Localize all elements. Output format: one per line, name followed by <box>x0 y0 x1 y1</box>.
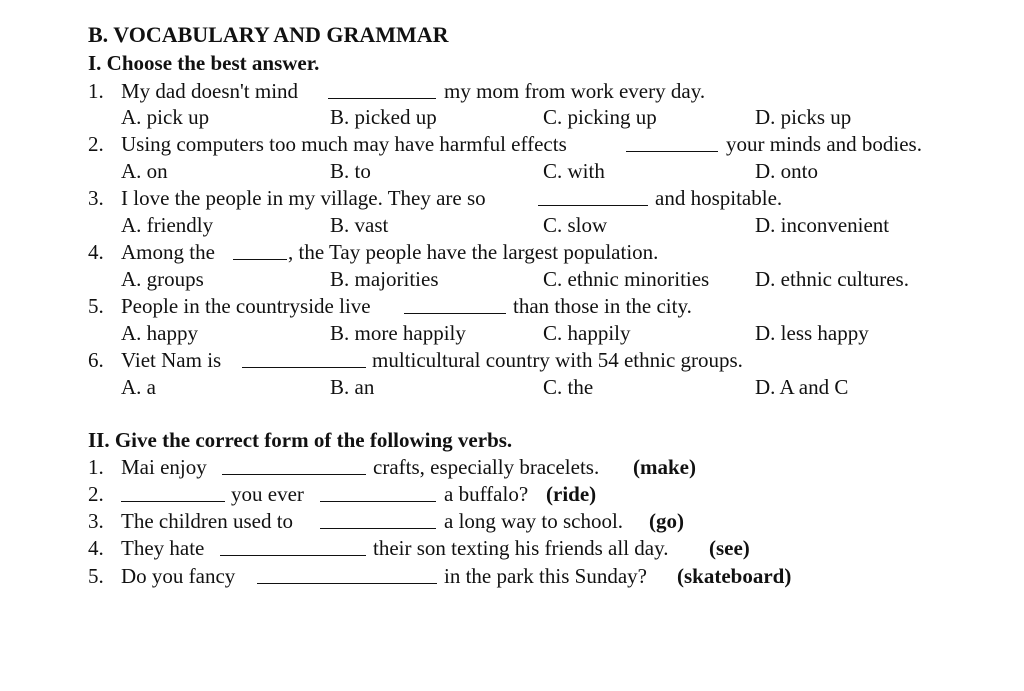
item-text: Mai enjoy <box>121 455 207 479</box>
option-b[interactable]: B. more happily <box>330 321 466 345</box>
item-text: in the park this Sunday? <box>444 564 647 588</box>
item-number: 3. <box>88 509 104 533</box>
answer-blank[interactable] <box>121 501 225 502</box>
item-text: Do you fancy <box>121 564 236 588</box>
answer-blank[interactable] <box>320 528 436 529</box>
question-text: My dad doesn't mind <box>121 79 299 103</box>
option-b[interactable]: B. majorities <box>330 267 439 291</box>
item-text: their son texting his friends all day. <box>373 536 669 560</box>
section-title-text: B. VOCABULARY AND GRAMMAR <box>88 22 449 47</box>
question-text: Viet Nam is <box>121 348 222 372</box>
question-number: 5. <box>88 294 104 318</box>
option-b[interactable]: B. vast <box>330 213 389 237</box>
answer-blank[interactable] <box>220 555 366 556</box>
option-d[interactable]: D. onto <box>755 159 818 183</box>
option-a[interactable]: A. pick up <box>121 105 210 129</box>
option-c[interactable]: C. with <box>543 159 605 183</box>
item-number: 4. <box>88 536 104 560</box>
verb-hint: (see) <box>709 536 750 560</box>
question-text: multicultural country with 54 ethnic groups. <box>372 348 743 372</box>
option-d[interactable]: D. ethnic cultures. <box>755 267 909 291</box>
item-number: 5. <box>88 564 104 588</box>
option-d[interactable]: D. A and C <box>755 375 849 399</box>
question-number: 6. <box>88 348 104 372</box>
question-text: People in the countryside live <box>121 294 371 318</box>
item-text: a long way to school. <box>444 509 624 533</box>
item-text: you ever <box>231 482 304 506</box>
option-b[interactable]: B. picked up <box>330 105 437 129</box>
question-text: Using computers too much may have harmful effects <box>121 132 567 156</box>
option-d[interactable]: D. inconvenient <box>755 213 890 237</box>
answer-blank[interactable] <box>233 259 287 260</box>
option-a[interactable]: A. a <box>121 375 156 399</box>
verb-hint: (ride) <box>546 482 597 506</box>
answer-blank[interactable] <box>242 367 366 368</box>
question-text: I love the people in my village. They are so <box>121 186 486 210</box>
answer-blank[interactable] <box>538 205 648 206</box>
question-text: my mom from work every day. <box>444 79 706 103</box>
answer-blank[interactable] <box>328 98 436 99</box>
option-c[interactable]: C. the <box>543 375 594 399</box>
question-number: 4. <box>88 240 104 264</box>
item-text: a buffalo? <box>444 482 529 506</box>
option-b[interactable]: B. an <box>330 375 375 399</box>
question-text: Among the <box>121 240 215 264</box>
verb-hint: (make) <box>633 455 696 479</box>
option-a[interactable]: A. happy <box>121 321 198 345</box>
option-a[interactable]: A. on <box>121 159 168 183</box>
item-text: They hate <box>121 536 205 560</box>
option-c[interactable]: C. picking up <box>543 105 657 129</box>
part2-heading-text: II. Give the correct form of the following verbs. <box>88 428 513 452</box>
option-c[interactable]: C. slow <box>543 213 608 237</box>
item-number: 2. <box>88 482 104 506</box>
answer-blank[interactable] <box>320 501 436 502</box>
item-text: crafts, especially bracelets. <box>373 455 600 479</box>
option-d[interactable]: D. less happy <box>755 321 869 345</box>
question-number: 1. <box>88 79 104 103</box>
option-b[interactable]: B. to <box>330 159 371 183</box>
question-number: 2. <box>88 132 104 156</box>
question-text: and hospitable. <box>655 186 783 210</box>
answer-blank[interactable] <box>626 151 718 152</box>
option-c[interactable]: C. happily <box>543 321 631 345</box>
item-text: The children used to <box>121 509 294 533</box>
answer-blank[interactable] <box>257 583 437 584</box>
option-a[interactable]: A. groups <box>121 267 204 291</box>
option-d[interactable]: D. picks up <box>755 105 852 129</box>
answer-blank[interactable] <box>222 474 366 475</box>
part1-heading-text: I. Choose the best answer. <box>88 51 320 75</box>
answer-blank[interactable] <box>404 313 506 314</box>
question-text: your minds and bodies. <box>726 132 922 156</box>
verb-hint: (go) <box>649 509 684 533</box>
question-number: 3. <box>88 186 104 210</box>
question-text: than those in the city. <box>513 294 692 318</box>
option-a[interactable]: A. friendly <box>121 213 214 237</box>
item-number: 1. <box>88 455 104 479</box>
question-text: , the Tay people have the largest population. <box>288 240 659 264</box>
verb-hint: (skateboard) <box>677 564 792 588</box>
option-c[interactable]: C. ethnic minorities <box>543 267 710 291</box>
